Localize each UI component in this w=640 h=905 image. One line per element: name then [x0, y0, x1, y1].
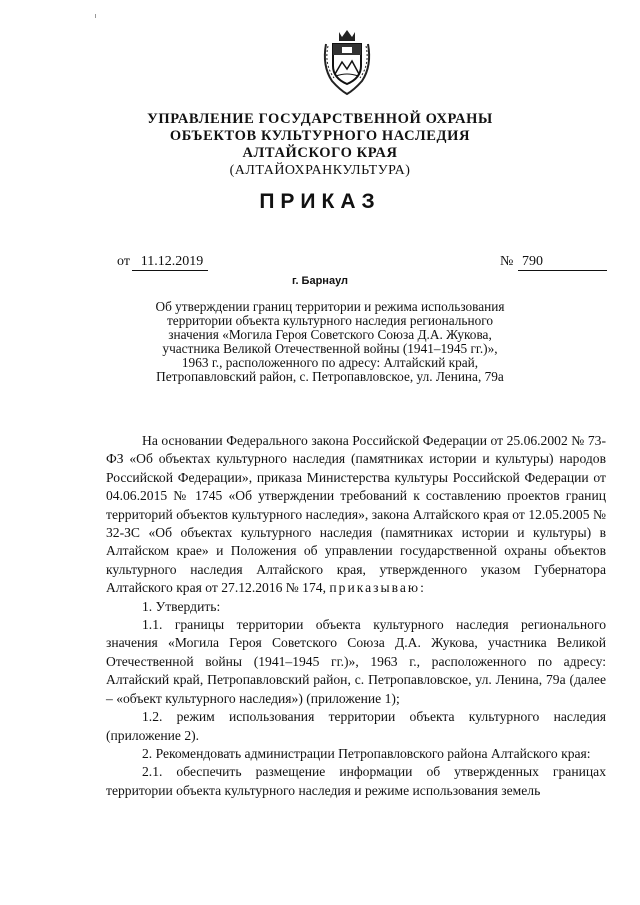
subject-line: Петропавловский район, с. Петропавловское, ул. Ленина, 79а: [156, 369, 504, 384]
clause-1-2: 1.2. режим использования территории объекта культурного наследия (приложение 2).: [106, 709, 606, 743]
preamble-paragraph: [106, 432, 606, 598]
org-line-1: УПРАВЛЕНИЕ ГОСУДАРСТВЕННОЙ ОХРАНЫ: [147, 111, 493, 127]
organization-abbreviation: (АЛТАЙОХРАНКУЛЬТУРА): [229, 163, 411, 178]
date-prefix: от: [117, 254, 130, 269]
clause-1: 1. Утвердить:: [142, 598, 221, 614]
order-number: 790: [518, 254, 607, 271]
document-title: ПРИКАЗ: [259, 190, 381, 213]
clause-2: 2. Рекомендовать администрации Петропавловского района Алтайского края:: [142, 745, 591, 761]
org-line-3: АЛТАЙСКОГО КРАЯ: [242, 145, 398, 161]
subject-line: 1963 г., расположенного по адресу: Алтайский край,: [181, 355, 479, 370]
clause-1-1: 1.1. границы территории объекта культурного наследия регионального значения «Могила Героя Советского Союза Д.А. Жукова, участника Великой Отечественной войны (1941–1945 гг.)», 1963 г., расположенного по адресу: Алтайский край, Петропавловский район, с. Петропавловское, ул. Ленина, 79а (далее – «объект культурного наследия») (приложение 1);: [106, 617, 606, 706]
coat-of-arms-emblem: [318, 26, 376, 96]
subject-line: Об утверждении границ территории и режима использования: [155, 299, 505, 314]
org-line-2: ОБЪЕКТОВ КУЛЬТУРНОГО НАСЛЕДИЯ: [169, 128, 471, 144]
clause-2-1: 2.1. обеспечить размещение информации об утвержденных границах территории объекта культурного наследия и режиме использования земель: [106, 764, 606, 798]
order-body: [106, 432, 606, 800]
organization-name: [0, 111, 640, 162]
subject-line: значения «Могила Героя Советского Союза Д.А. Жукова,: [168, 327, 492, 342]
issue-city: г. Барнаул: [291, 275, 349, 287]
order-date: 11.12.2019: [132, 254, 208, 271]
number-prefix: №: [500, 254, 514, 269]
scan-mark: [95, 14, 96, 18]
order-subject: [100, 300, 560, 384]
order-word: приказываю:: [329, 580, 426, 596]
subject-line: участника Великой Отечественной войны (1941–1945 гг.)»,: [162, 341, 498, 356]
subject-line: территории объекта культурного наследия регионального: [166, 313, 494, 328]
preamble-text: На основании Федерального закона Российской Федерации от 25.06.2002 № 73-ФЗ «Об объектах культурного наследия (памятниках истории и культуры) народов Российской Федерации», приказа Министерства культуры Российской Федерации от 04.06.2015 № 1745 «Об утверждении требований к составлению проектов границ территорий объектов культурного наследия», закона Алтайского края от 12.05.2005 № 32-ЗС «Об объектах культурного наследия (памятниках истории и культуры) в Алтайском крае» и Положения об управлении государственной охраны объектов культурного наследия Алтайского края, утвержденного указом Губернатора Алтайского края от 27.12.2016 № 174,: [106, 433, 606, 596]
